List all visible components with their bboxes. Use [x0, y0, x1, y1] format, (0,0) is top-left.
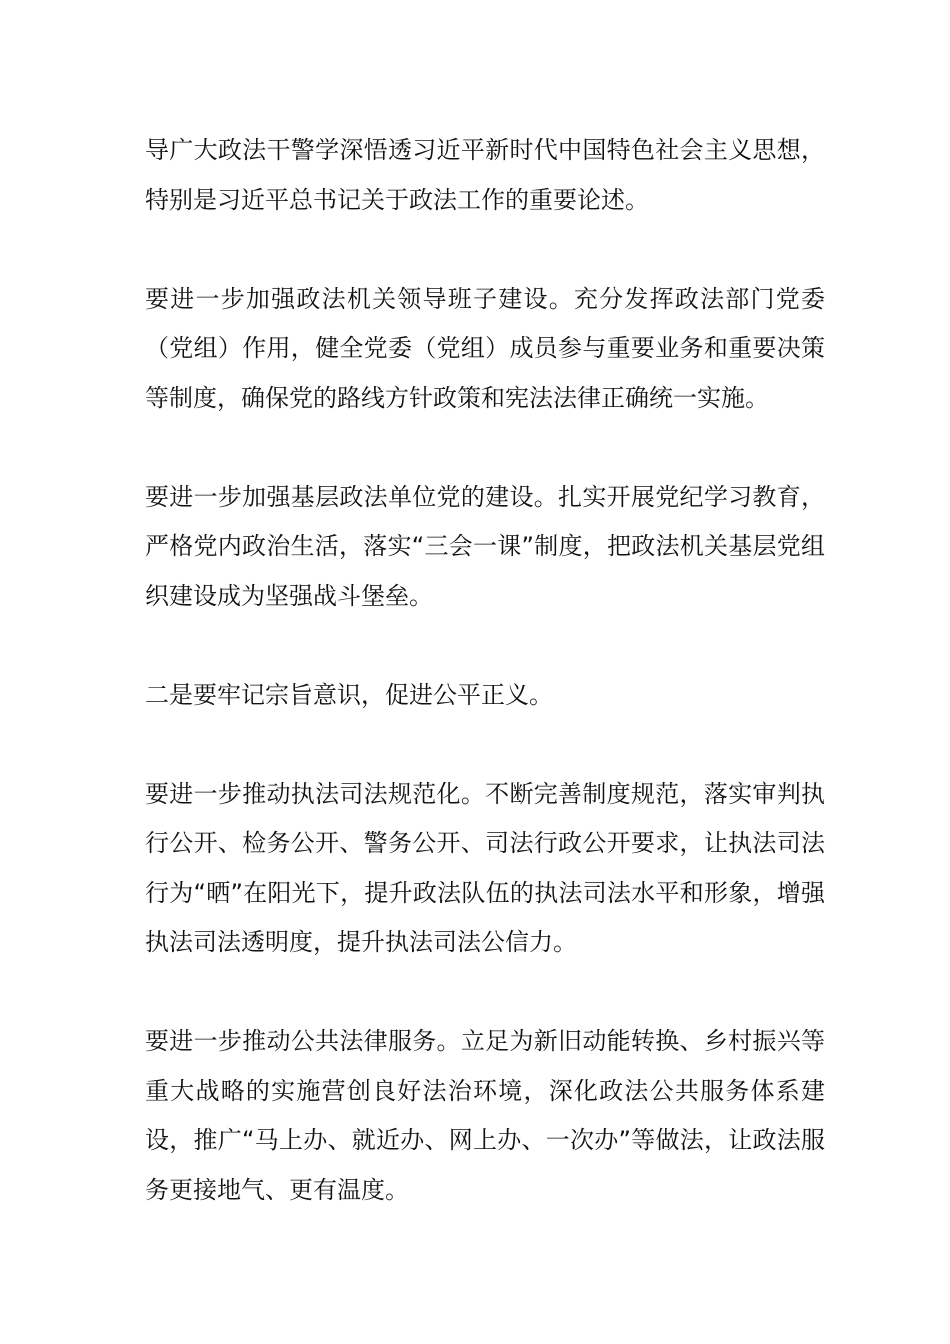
paragraph-2: 要进一步加强政法机关领导班子建设。充分发挥政法部门党委（党组）作用，健全党委（党组）成员参与重要业务和重要决策等制度，确保党的路线方针政策和宪法法律正确统一实施。	[145, 284, 825, 412]
paragraph-5: 要进一步推动执法司法规范化。不断完善制度规范，落实审判执行公开、检务公开、警务公开、司法行政公开要求，让执法司法行为“晒”在阳光下，提升政法队伍的执法司法水平和形象，增强执法司法透明度，提升执法司法公信力。	[145, 779, 825, 956]
paragraph-3: 要进一步加强基层政法单位党的建设。扎实开展党纪学习教育，严格党内政治生活，落实“三会一课”制度，把政法机关基层党组织建设成为坚强战斗堡垒。	[145, 482, 825, 610]
document-body	[145, 126, 825, 1215]
paragraph-4: 二是要牢记宗旨意识，促进公平正义。	[145, 680, 553, 709]
paragraph-6: 要进一步推动公共法律服务。立足为新旧动能转换、乡村振兴等重大战略的实施营创良好法治环境，深化政法公共服务体系建设，推广“马上办、就近办、网上办、一次办”等做法，让政法服务更接地气、更有温度。	[145, 1027, 825, 1204]
paragraph-1: 导广大政法干警学深悟透习近平新时代中国特色社会主义思想，特别是习近平总书记关于政法工作的重要论述。	[145, 136, 825, 214]
